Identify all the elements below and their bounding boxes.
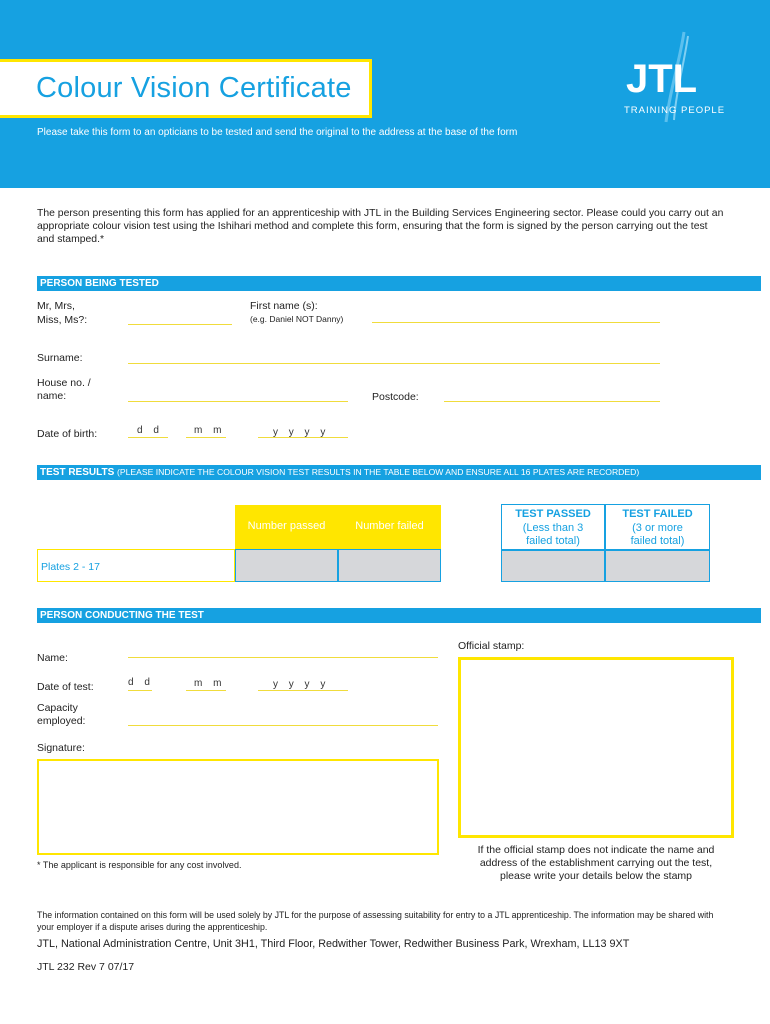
house-label-2: name: (37, 390, 67, 402)
test-date-day: d d (128, 677, 154, 688)
official-stamp-box[interactable] (458, 657, 734, 838)
section-person-tested: PERSON BEING TESTED (37, 276, 761, 291)
intro-text: The person presenting this form has applied for an apprenticeship with JTL in the Building Services Engineering sector. Please could you carry out an appropriate colour vision test using the Ishihari method and complete this form, ensuring that the form is signed by the person carrying out the test and stamped.* (37, 208, 724, 245)
form-reference: JTL 232 Rev 7 07/17 (37, 961, 135, 973)
test-date-year-field[interactable] (258, 690, 348, 691)
test-passed-input[interactable] (501, 550, 605, 582)
header-banner (0, 0, 770, 188)
jtl-logo (618, 30, 728, 125)
test-failed-title: TEST FAILED (622, 508, 693, 520)
plates-passed-input[interactable] (235, 549, 338, 582)
dob-year: y y y y (273, 427, 330, 438)
title-label-1: Mr, Mrs, (37, 300, 75, 312)
dob-month: m m (194, 425, 226, 436)
test-date-year: y y y y (273, 679, 330, 690)
number-passed-header (235, 505, 338, 549)
number-failed-header (338, 505, 441, 549)
surname-label: Surname: (37, 352, 83, 364)
test-failed-input[interactable] (605, 550, 710, 582)
test-date-month-field[interactable] (186, 690, 226, 691)
test-failed-header (605, 504, 710, 550)
dob-day: d d (137, 425, 163, 436)
test-passed-title: TEST PASSED (515, 508, 591, 520)
section-conductor: PERSON CONDUCTING THE TEST (37, 608, 761, 623)
stamp-note-1: If the official stamp does not indicate the name and (477, 844, 715, 856)
stamp-note-3: please write your details below the stamp (499, 870, 692, 882)
postal-address: JTL, National Administration Centre, Unit 3H1, Third Floor, Redwither Tower, Redwither Business Park, Wrexham, LL13 9XT (37, 938, 630, 950)
privacy-note: The information contained on this form will be used solely by JTL for the purpose of assessing suitability for entry to a JTL apprenticeship. The information may be shared with your employer if a dispute arises during the apprenticeship. (37, 910, 714, 932)
test-passed-sub-1: (Less than 3 (522, 522, 584, 534)
title-label-2: Miss, Ms?: (37, 314, 88, 326)
title-field[interactable] (128, 324, 232, 325)
first-name-field[interactable] (372, 322, 660, 323)
signature-label: Signature: (37, 742, 85, 754)
page-title: Colour Vision Certificate (36, 72, 352, 104)
first-name-label: First name (s): (250, 300, 318, 312)
dob-day-field[interactable] (128, 437, 168, 438)
plates-label: Plates 2 - 17 (41, 561, 100, 573)
test-passed-header (501, 504, 605, 550)
logo-tagline: TRAINING PEOPLE (624, 105, 726, 116)
test-date-month: m m (194, 678, 226, 689)
dob-year-field[interactable] (258, 437, 348, 438)
title-box (0, 59, 372, 118)
section-test-results (37, 465, 761, 480)
capacity-field[interactable] (128, 725, 438, 726)
conductor-name-field[interactable] (128, 657, 438, 658)
plates-row-label (37, 549, 235, 582)
dob-month-field[interactable] (186, 437, 226, 438)
capacity-label-1: Capacity (37, 702, 78, 714)
test-date-label: Date of test: (37, 681, 94, 693)
postcode-field[interactable] (444, 401, 660, 402)
test-results-heading: TEST RESULTS (40, 467, 115, 478)
stamp-note-2: address of the establishment carrying out the test, (479, 857, 713, 869)
official-stamp-label: Official stamp: (458, 640, 525, 652)
test-results-note: (PLEASE INDICATE THE COLOUR VISION TEST RESULTS IN THE TABLE BELOW AND ENSURE ALL 16 PLATES ARE RECORDED) (117, 467, 640, 477)
test-date-day-field[interactable] (128, 690, 152, 691)
house-label-1: House no. / (37, 377, 91, 389)
dob-label: Date of birth: (37, 428, 98, 440)
first-name-hint: (e.g. Daniel NOT Danny) (250, 314, 344, 324)
surname-field[interactable] (128, 363, 660, 364)
test-passed-sub-2: failed total) (526, 535, 580, 547)
house-field[interactable] (128, 401, 348, 402)
applicant-note: * The applicant is responsible for any cost involved. (37, 860, 242, 870)
number-passed-label: Number passed (247, 520, 326, 532)
logo-wordmark: JTL (626, 57, 698, 101)
postcode-label: Postcode: (372, 391, 419, 403)
test-failed-sub-2: failed total) (630, 535, 685, 547)
signature-box[interactable] (37, 759, 439, 855)
test-failed-sub-1: (3 or more (632, 522, 683, 534)
number-failed-label: Number failed (355, 520, 424, 532)
header-subtitle: Please take this form to an opticians to be tested and send the original to the address at the base of the form (37, 127, 518, 138)
plates-failed-input[interactable] (338, 549, 441, 582)
conductor-name-label: Name: (37, 652, 68, 664)
capacity-label-2: employed: (37, 715, 86, 727)
